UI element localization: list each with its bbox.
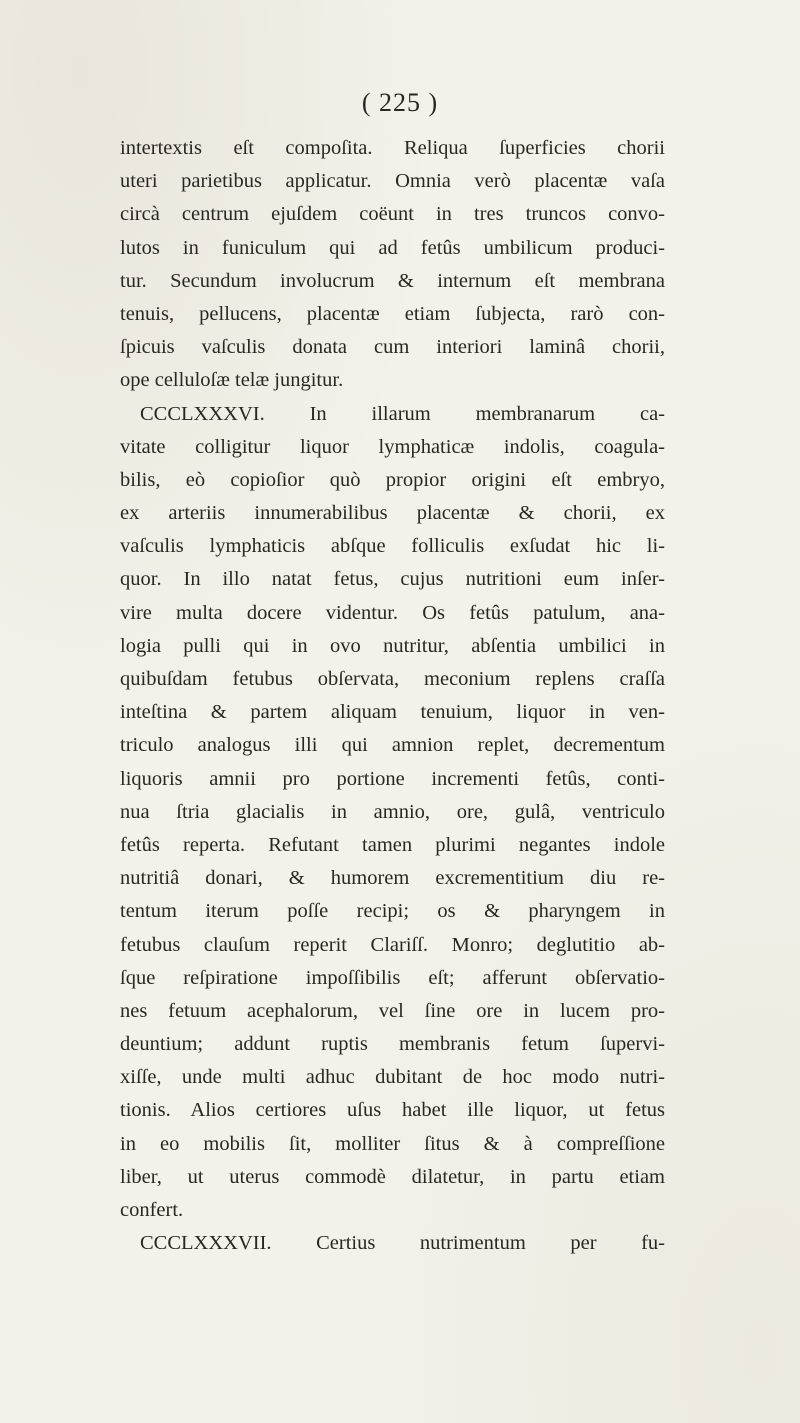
text-line: logia pulli qui in ovo nutritur, abſentia umbilici in bbox=[120, 634, 665, 657]
text-line: quor. In illo natat fetus, cujus nutritioni eum inſer- bbox=[120, 568, 665, 591]
text-line: ſque reſpiratione impoſſibilis eſt; afferunt obſervatio- bbox=[120, 966, 665, 989]
text-line: nua ſtria glacialis in amnio, ore, gulâ, ventriculo bbox=[120, 800, 665, 823]
text-line: liber, ut uterus commodè dilatetur, in partu etiam bbox=[120, 1165, 665, 1188]
text-line: in eo mobilis ſit, molliter ſitus & à compreſſione bbox=[120, 1132, 665, 1155]
text-line: uteri parietibus applicatur. Omnia verò placentæ vaſa bbox=[120, 170, 665, 193]
text-line: bilis, eò copioſior quò propior origini eſt embryo, bbox=[120, 468, 665, 491]
text-line: vire multa docere videntur. Os fetûs patulum, ana- bbox=[120, 601, 665, 624]
text-line: tionis. Alios certiores uſus habet ille liquor, ut fetus bbox=[120, 1099, 665, 1122]
text-line: deuntium; addunt ruptis membranis fetum ſupervi- bbox=[120, 1033, 665, 1056]
text-line: vaſculis lymphaticis abſque folliculis exſudat hic li- bbox=[120, 535, 665, 558]
text-line: fetûs reperta. Refutant tamen plurimi negantes indole bbox=[120, 833, 665, 856]
text-line: ope celluloſæ telæ jungitur. bbox=[120, 369, 344, 392]
text-line: circà centrum ejuſdem coëunt in tres truncos convo- bbox=[120, 203, 665, 226]
body-text bbox=[120, 132, 665, 1260]
section-heading-line: CCCLXXXVI. In illarum membranarum ca- bbox=[140, 402, 665, 425]
text-line: liquoris amnii pro portione incrementi fetûs, conti- bbox=[120, 767, 665, 790]
text-line: xiſſe, unde multi adhuc dubitant de hoc modo nutri- bbox=[120, 1066, 665, 1089]
text-line: quibuſdam fetubus obſervata, meconium replens craſſa bbox=[120, 668, 665, 690]
text-line: fetubus clauſum reperit Clariſſ. Monro; deglutitio ab- bbox=[120, 933, 665, 956]
text-line: ſpicuis vaſculis donata cum interiori laminâ chorii, bbox=[120, 336, 665, 359]
text-line: inteſtina & partem aliquam tenuium, liquor in ven- bbox=[120, 701, 665, 724]
text-line: ex arteriis innumerabilibus placentæ & chorii, ex bbox=[120, 502, 665, 525]
text-line: confert. bbox=[120, 1199, 184, 1221]
text-line: triculo analogus illi qui amnion replet, decrementum bbox=[120, 734, 665, 757]
section-heading-line: CCCLXXXVII. Certius nutrimentum per fu- bbox=[140, 1232, 665, 1255]
text-line: tur. Secundum involucrum & internum eſt membrana bbox=[120, 269, 665, 292]
text-line: lutos in funiculum qui ad fetûs umbilicum produci- bbox=[120, 236, 665, 259]
text-line: tentum iterum poſſe recipi; os & pharyngem in bbox=[120, 900, 665, 923]
text-line: tenuis, pellucens, placentæ etiam ſubjecta, rarò con- bbox=[120, 302, 665, 325]
text-line: nutritiâ donari, & humorem excrementitium diu re- bbox=[120, 867, 665, 890]
text-line: vitate colligitur liquor lymphaticæ indolis, coagula- bbox=[120, 435, 665, 458]
text-line: nes fetuum acephalorum, vel ſine ore in lucem pro- bbox=[120, 999, 665, 1022]
page-number: ( 225 ) bbox=[361, 88, 439, 117]
text-line: intertextis eſt compoſita. Reliqua ſuperficies chorii bbox=[120, 137, 665, 159]
